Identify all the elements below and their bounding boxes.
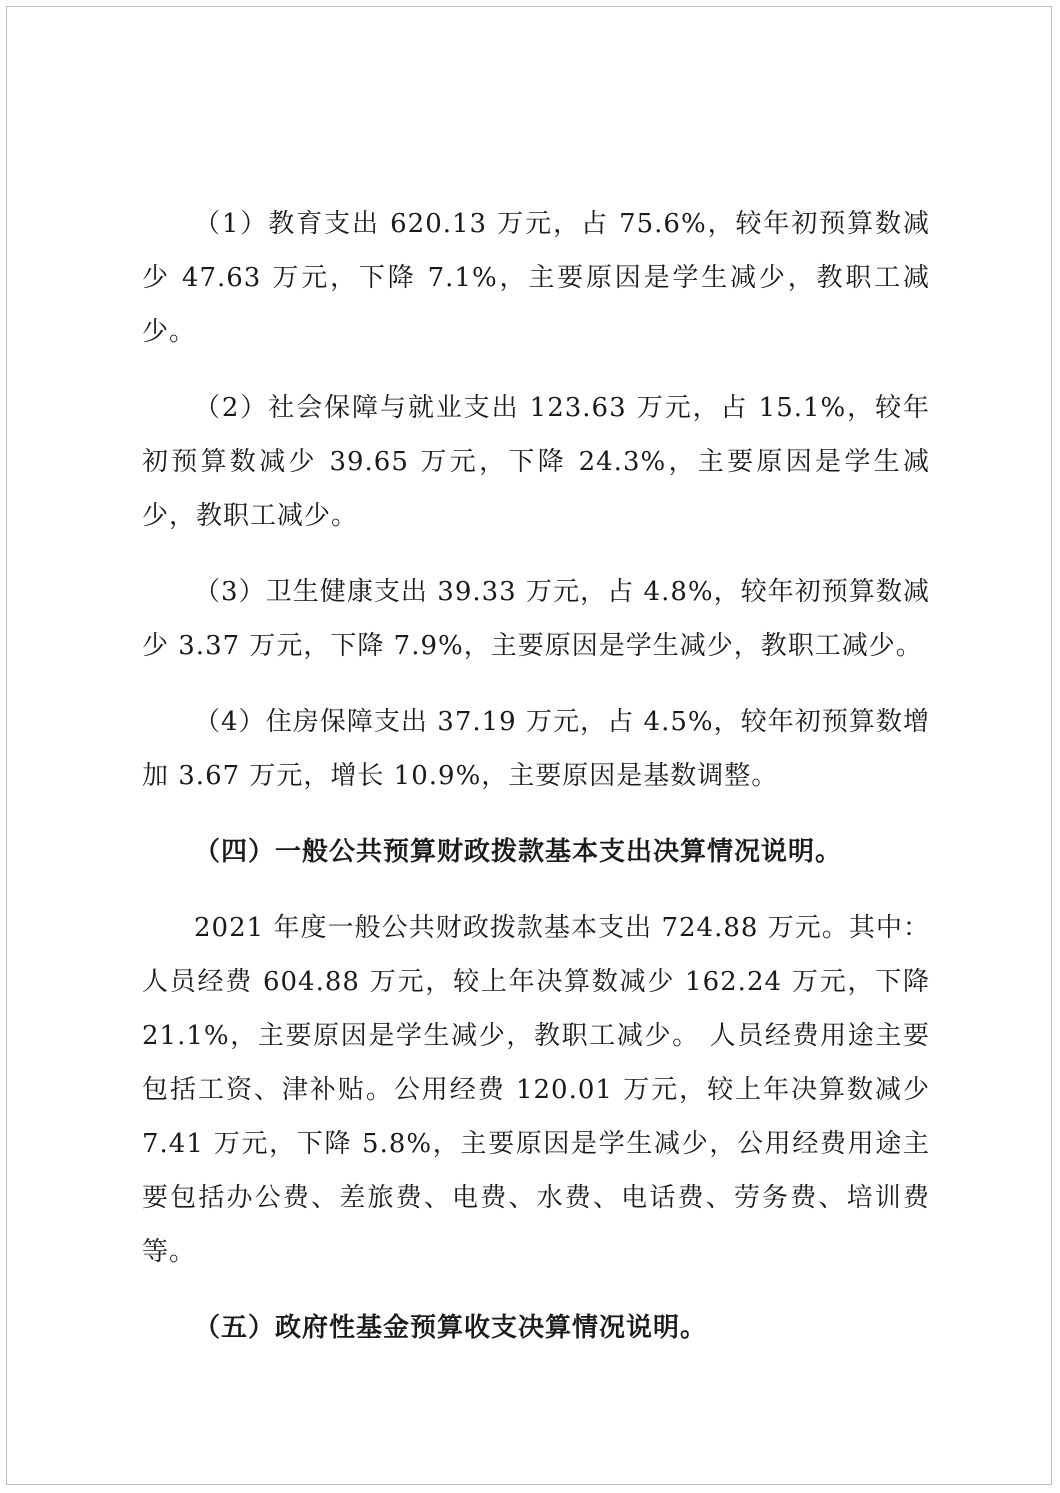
paragraph-social-security-expenditure: （2）社会保障与就业支出 123.63 万元，占 15.1%，较年初预算数减少 39.65 万元，下降 24.3%，主要原因是学生减少，教职工减少。 xyxy=(142,393,930,531)
paragraph-health-expenditure: （3）卫生健康支出 39.33 万元，占 4.8%，较年初预算数减少 3.37 万元，下降 7.9%，主要原因是学生减少，教职工减少。 xyxy=(142,577,930,661)
paragraph-basic-expenditure-detail: 2021 年度一般公共财政拨款基本支出 724.88 万元。其中：人员经费 604.88 万元，较上年决算数减少 162.24 万元，下降 21.1%，主要原因是学生减少，教职工减少。 人员经费用途主要包括工资、津补贴。公用经费 120.01 万元，较上年决算数减少 7.41 万元，下降 5.8%，主要原因是学生减少，公用经费用途主要包括办公费、差旅费、电费、水费、电话费、劳务费、培训费等。 xyxy=(142,913,930,1267)
section-heading-basic-expenditure: （四）一般公共预算财政拨款基本支出决算情况说明。 xyxy=(194,837,843,867)
section-heading-government-fund: （五）政府性基金预算收支决算情况说明。 xyxy=(194,1313,708,1343)
document-page xyxy=(6,6,1052,1485)
document-body xyxy=(142,197,930,1355)
paragraph-housing-expenditure: （4）住房保障支出 37.19 万元，占 4.5%，较年初预算数增加 3.67 万元，增长 10.9%，主要原因是基数调整。 xyxy=(142,707,930,791)
paragraph-education-expenditure: （1）教育支出 620.13 万元，占 75.6%，较年初预算数减少 47.63 万元，下降 7.1%，主要原因是学生减少，教职工减少。 xyxy=(142,209,930,347)
